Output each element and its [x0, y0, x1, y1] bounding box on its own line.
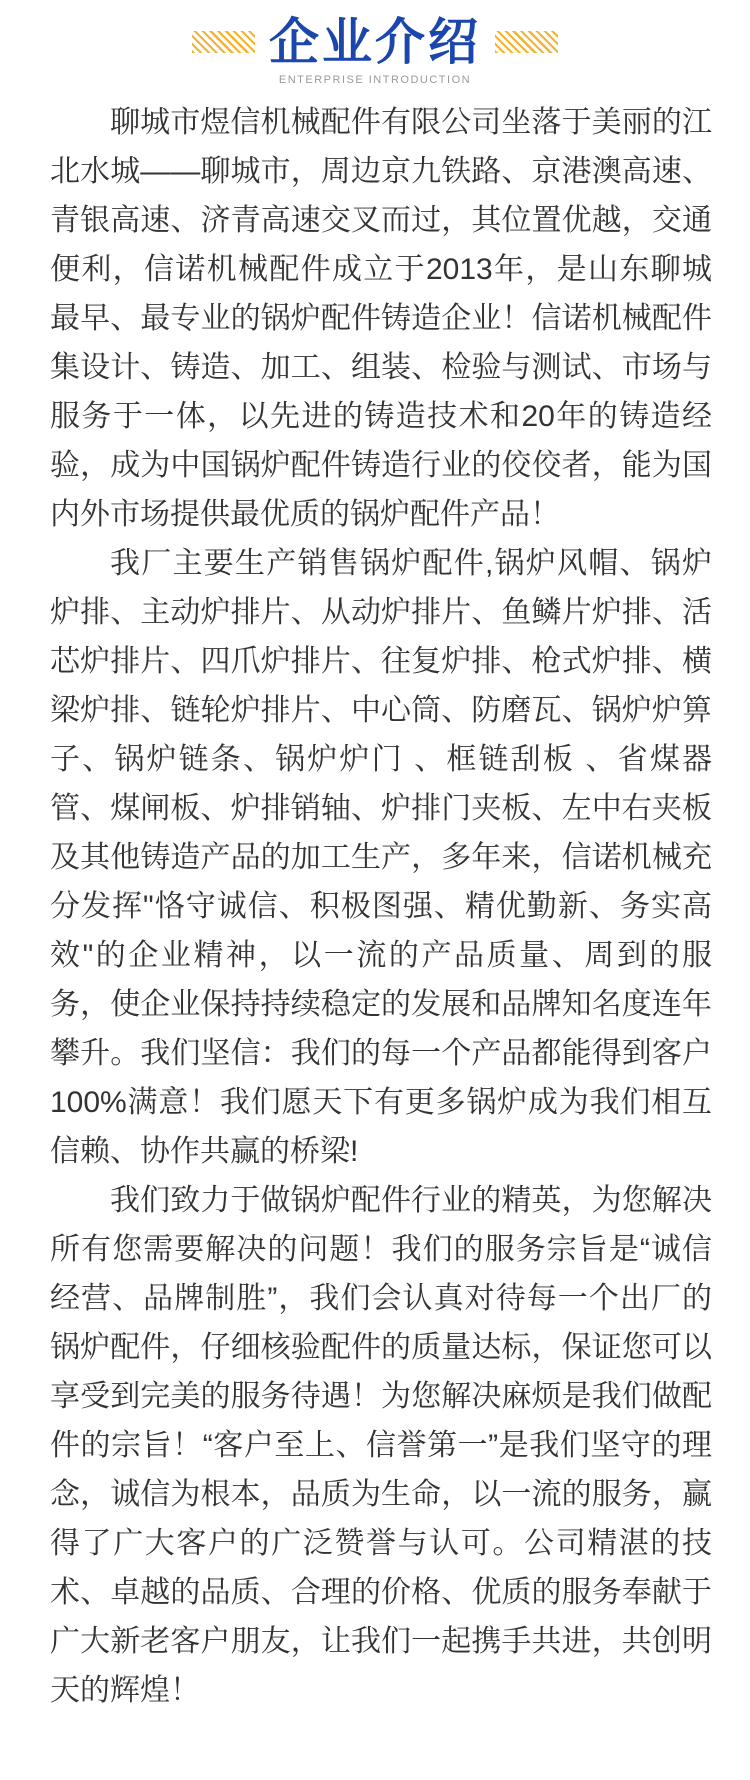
intro-paragraph-company: 聊城市煜信机械配件有限公司坐落于美丽的江北水城——聊城市，周边京九铁路、京港澳高速、青银高速、济青高速交叉而过，其位置优越，交通便利，信诺机械配件成立于2013年，是山东聊城最早、最专业的锅炉配件铸造企业！信诺机械配件集设计、铸造、加工、组装、检验与测试、市场与服务于一体，以先进的铸造技术和20年的铸造经验，成为中国锅炉配件铸造行业的佼佼者，能为国内外市场提供最优质的锅炉配件产品！	[50, 106, 712, 531]
title-row	[0, 14, 750, 70]
stripe-decoration-right-icon	[495, 31, 558, 53]
stripe-decoration-left-icon	[192, 31, 255, 53]
page-title: 企业介绍	[269, 14, 481, 70]
section-header	[0, 0, 750, 86]
page-subtitle: ENTERPRISE INTRODUCTION	[278, 74, 472, 86]
intro-paragraph-products: 我厂主要生产销售锅炉配件,锅炉风帽、锅炉炉排、主动炉排片、从动炉排片、鱼鳞片炉排、活芯炉排片、四爪炉排片、往复炉排、枪式炉排、横梁炉排、链轮炉排片、中心筒、防磨瓦、锅炉炉箅子、锅炉链条、锅炉炉门 、框链刮板 、省煤器管、煤闸板、炉排销轴、炉排门夹板、左中右夹板及其他铸造产品的加工生产，多年来，信诺机械充分发挥"恪守诚信、积极图强、精优勤新、务实高效"的企业精神，以一流的产品质量、周到的服务，使企业保持持续稳定的发展和品牌知名度连年攀升。我们坚信：我们的每一个产品都能得到客户100%满意！我们愿天下有更多锅炉成为我们相互信赖、协作共赢的桥梁!	[50, 547, 712, 1168]
intro-paragraph-service: 我们致力于做锅炉配件行业的精英，为您解决所有您需要解决的问题！我们的服务宗旨是“诚信经营、品牌制胜”，我们会认真对待每一个出厂的锅炉配件，仔细核验配件的质量达标，保证您可以享受到完美的服务待遇！为您解决麻烦是我们做配件的宗旨！“客户至上、信誉第一”是我们坚守的理念，诚信为根本，品质为生命，以一流的服务，赢得了广大客户的广泛赞誉与认可。公司精湛的技术、卓越的品质、合理的价格、优质的服务奉献于广大新老客户朋友，让我们一起携手共进，共创明天的辉煌！	[50, 1184, 712, 1707]
intro-text-body	[0, 98, 750, 1715]
